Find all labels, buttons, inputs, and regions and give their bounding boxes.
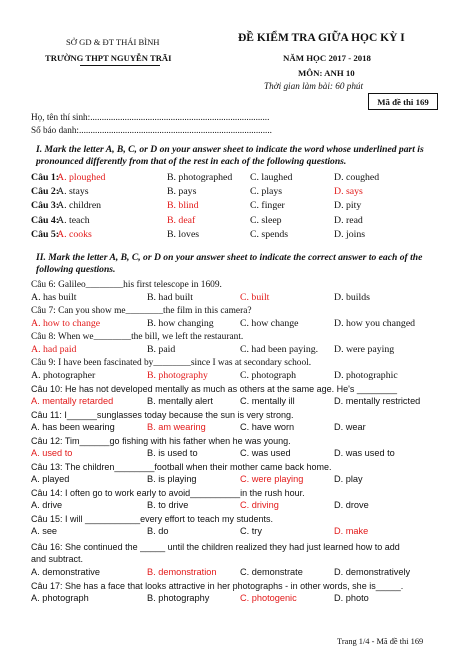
- option-b: B. pays: [167, 186, 197, 197]
- option-a: A. played: [31, 474, 70, 484]
- option-d: D. wear: [334, 422, 366, 432]
- option-c: C. finger: [250, 200, 285, 211]
- option-b: B. to drive: [147, 500, 189, 510]
- question-options: [0, 422, 474, 436]
- question-stem: Câu 17: She has a face that looks attractive in her photographs - in other words, she is_____.: [31, 581, 404, 591]
- question-stem: Câu 9: I have been fascinated by________since I was at secondary school.: [31, 358, 312, 368]
- option-a: A. children: [57, 200, 102, 211]
- exam-title: ĐỀ KIỂM TRA GIỮA HỌC KỲ I: [238, 32, 405, 44]
- option-a: A. drive: [31, 500, 63, 510]
- subject: MÔN: ANH 10: [298, 68, 355, 78]
- student-id-line: Số báo danh:....................................................................................: [31, 125, 272, 135]
- question-options: [0, 526, 474, 540]
- option-d: D. joins: [334, 229, 366, 240]
- option-b: B. photographed: [167, 172, 233, 183]
- question-stem: Câu 6: Galileo________his first telescope in 1609.: [31, 280, 222, 290]
- option-a: A. how to change: [31, 318, 101, 329]
- option-a: A. used to: [31, 448, 73, 458]
- option-a: A. mentally retarded: [31, 396, 114, 406]
- option-d: D. photographic: [334, 370, 398, 381]
- option-d: D. read: [334, 215, 363, 226]
- option-b: B. do: [147, 526, 169, 536]
- option-d: D. demonstratively: [334, 567, 411, 577]
- option-d: D. was used to: [334, 448, 395, 458]
- option-d: D. photo: [334, 593, 369, 603]
- option-d: D. builds: [334, 292, 370, 303]
- question-stem: Câu 13: The children________football when their mother came back home.: [31, 462, 332, 472]
- option-d: D. pity: [334, 200, 362, 211]
- option-c: C. have worn: [240, 422, 295, 432]
- option-a: A. teach: [57, 215, 90, 226]
- option-b: B. how changing: [147, 318, 214, 329]
- option-c: C. laughed: [250, 172, 293, 183]
- option-d: D. coughed: [334, 172, 380, 183]
- option-d: D. play: [334, 474, 363, 484]
- time-allowed: Thời gian làm bài: 60 phút: [264, 81, 364, 91]
- question-stem-continued: and subtract.: [31, 554, 84, 564]
- option-d: D. drove: [334, 500, 369, 510]
- option-b: B. deaf: [167, 215, 196, 226]
- question-row: [0, 186, 474, 200]
- option-a: A. photographer: [31, 370, 96, 381]
- school-underline: [80, 65, 160, 66]
- question-row: [0, 172, 474, 186]
- question-row: [0, 229, 474, 243]
- option-c: C. photograph: [240, 370, 297, 381]
- question-number: Câu 1:: [31, 172, 60, 183]
- question-options: [0, 593, 474, 607]
- option-b: B. photography: [147, 370, 208, 381]
- option-b: B. photography: [147, 593, 210, 603]
- question-stem: Câu 7: Can you show me________the film in this camera?: [31, 306, 252, 316]
- option-c: C. spends: [250, 229, 289, 240]
- question-row: [0, 215, 474, 229]
- exam-code: Mã đề thi 169: [377, 96, 429, 107]
- student-name-line: Họ, tên thí sinh:..............................................................................: [31, 112, 270, 122]
- question-stem: Câu 16: She continued the _____ until the children realized they had just learned how to add: [31, 542, 400, 552]
- question-number: Câu 5:: [31, 229, 60, 240]
- option-c: C. photogenic: [240, 593, 297, 603]
- school-name: TRƯỜNG THPT NGUYỄN TRÃI: [45, 53, 172, 63]
- question-number: Câu 2:: [31, 186, 60, 197]
- school-year: NĂM HỌC 2017 - 2018: [283, 53, 371, 63]
- question-stem: Câu 15: I will ___________every effort to teach my students.: [31, 514, 273, 524]
- option-b: B. is used to: [147, 448, 198, 458]
- question-options: [0, 500, 474, 514]
- question-number: Câu 4:: [31, 215, 60, 226]
- option-b: B. loves: [167, 229, 200, 240]
- option-a: A. stays: [57, 186, 89, 197]
- option-a: A. photograph: [31, 593, 89, 603]
- option-c: C. was used: [240, 448, 291, 458]
- question-row: [0, 200, 474, 214]
- question-options: [0, 474, 474, 488]
- option-b: B. mentally alert: [147, 396, 213, 406]
- exam-code-box: [368, 93, 438, 110]
- option-d: D. says: [334, 186, 363, 197]
- question-stem: Câu 8: When we________the bill, we left the restaurant.: [31, 332, 244, 342]
- question-options: [0, 344, 474, 358]
- option-c: C. sleep: [250, 215, 282, 226]
- option-c: C. built: [240, 292, 270, 303]
- question-options: [0, 370, 474, 384]
- question-options: [0, 318, 474, 332]
- page-footer: Trang 1/4 - Mã đề thi 169: [337, 637, 424, 646]
- option-c: C. try: [240, 526, 262, 536]
- option-b: B. is playing: [147, 474, 197, 484]
- question-options: [0, 396, 474, 410]
- option-a: A. had paid: [31, 344, 77, 355]
- option-d: D. were paying: [334, 344, 395, 355]
- option-a: A. demonstrative: [31, 567, 100, 577]
- question-options: [0, 292, 474, 306]
- option-c: C. plays: [250, 186, 283, 197]
- option-a: A. has been wearing: [31, 422, 115, 432]
- option-b: B. demonstration: [147, 567, 217, 577]
- option-b: B. had built: [147, 292, 193, 303]
- question-stem: Câu 10: He has not developed mentally as much as others at the same age. He's ________: [31, 384, 397, 394]
- option-b: B. paid: [147, 344, 176, 355]
- question-options: [0, 567, 474, 581]
- option-a: A. has built: [31, 292, 77, 303]
- question-options: [0, 448, 474, 462]
- option-d: D. how you changed: [334, 318, 416, 329]
- option-c: C. had been paying.: [240, 344, 319, 355]
- option-c: C. driving: [240, 500, 279, 510]
- option-d: D. make: [334, 526, 369, 536]
- question-stem: Câu 12: Tim______go fishing with his father when he was young.: [31, 436, 291, 446]
- option-a: A. see: [31, 526, 58, 536]
- option-d: D. mentally restricted: [334, 396, 421, 406]
- option-b: B. am wearing: [147, 422, 206, 432]
- option-c: C. how change: [240, 318, 299, 329]
- option-c: C. were playing: [240, 474, 304, 484]
- option-c: C. demonstrate: [240, 567, 303, 577]
- department-name: SỞ GD & ĐT THÁI BÌNH: [66, 37, 160, 47]
- option-a: A. ploughed: [57, 172, 106, 183]
- option-b: B. blind: [167, 200, 199, 211]
- section-1-instruction: I. Mark the letter A, B, C, or D on your answer sheet to indicate the word whose underlined part is pronounced differently from that of the rest in each of the following questions.: [36, 144, 424, 167]
- question-stem: Câu 11: I______sunglasses today because the sun is very strong.: [31, 410, 294, 420]
- option-a: A. cooks: [57, 229, 92, 240]
- option-c: C. mentally ill: [240, 396, 295, 406]
- section-2-instruction: II. Mark the letter A, B, C, or D on your answer sheet to indicate the correct answer to each of the following questions.: [36, 252, 423, 275]
- question-stem: Câu 14: I often go to work early to avoid__________in the rush hour.: [31, 488, 305, 498]
- question-number: Câu 3:: [31, 200, 60, 211]
